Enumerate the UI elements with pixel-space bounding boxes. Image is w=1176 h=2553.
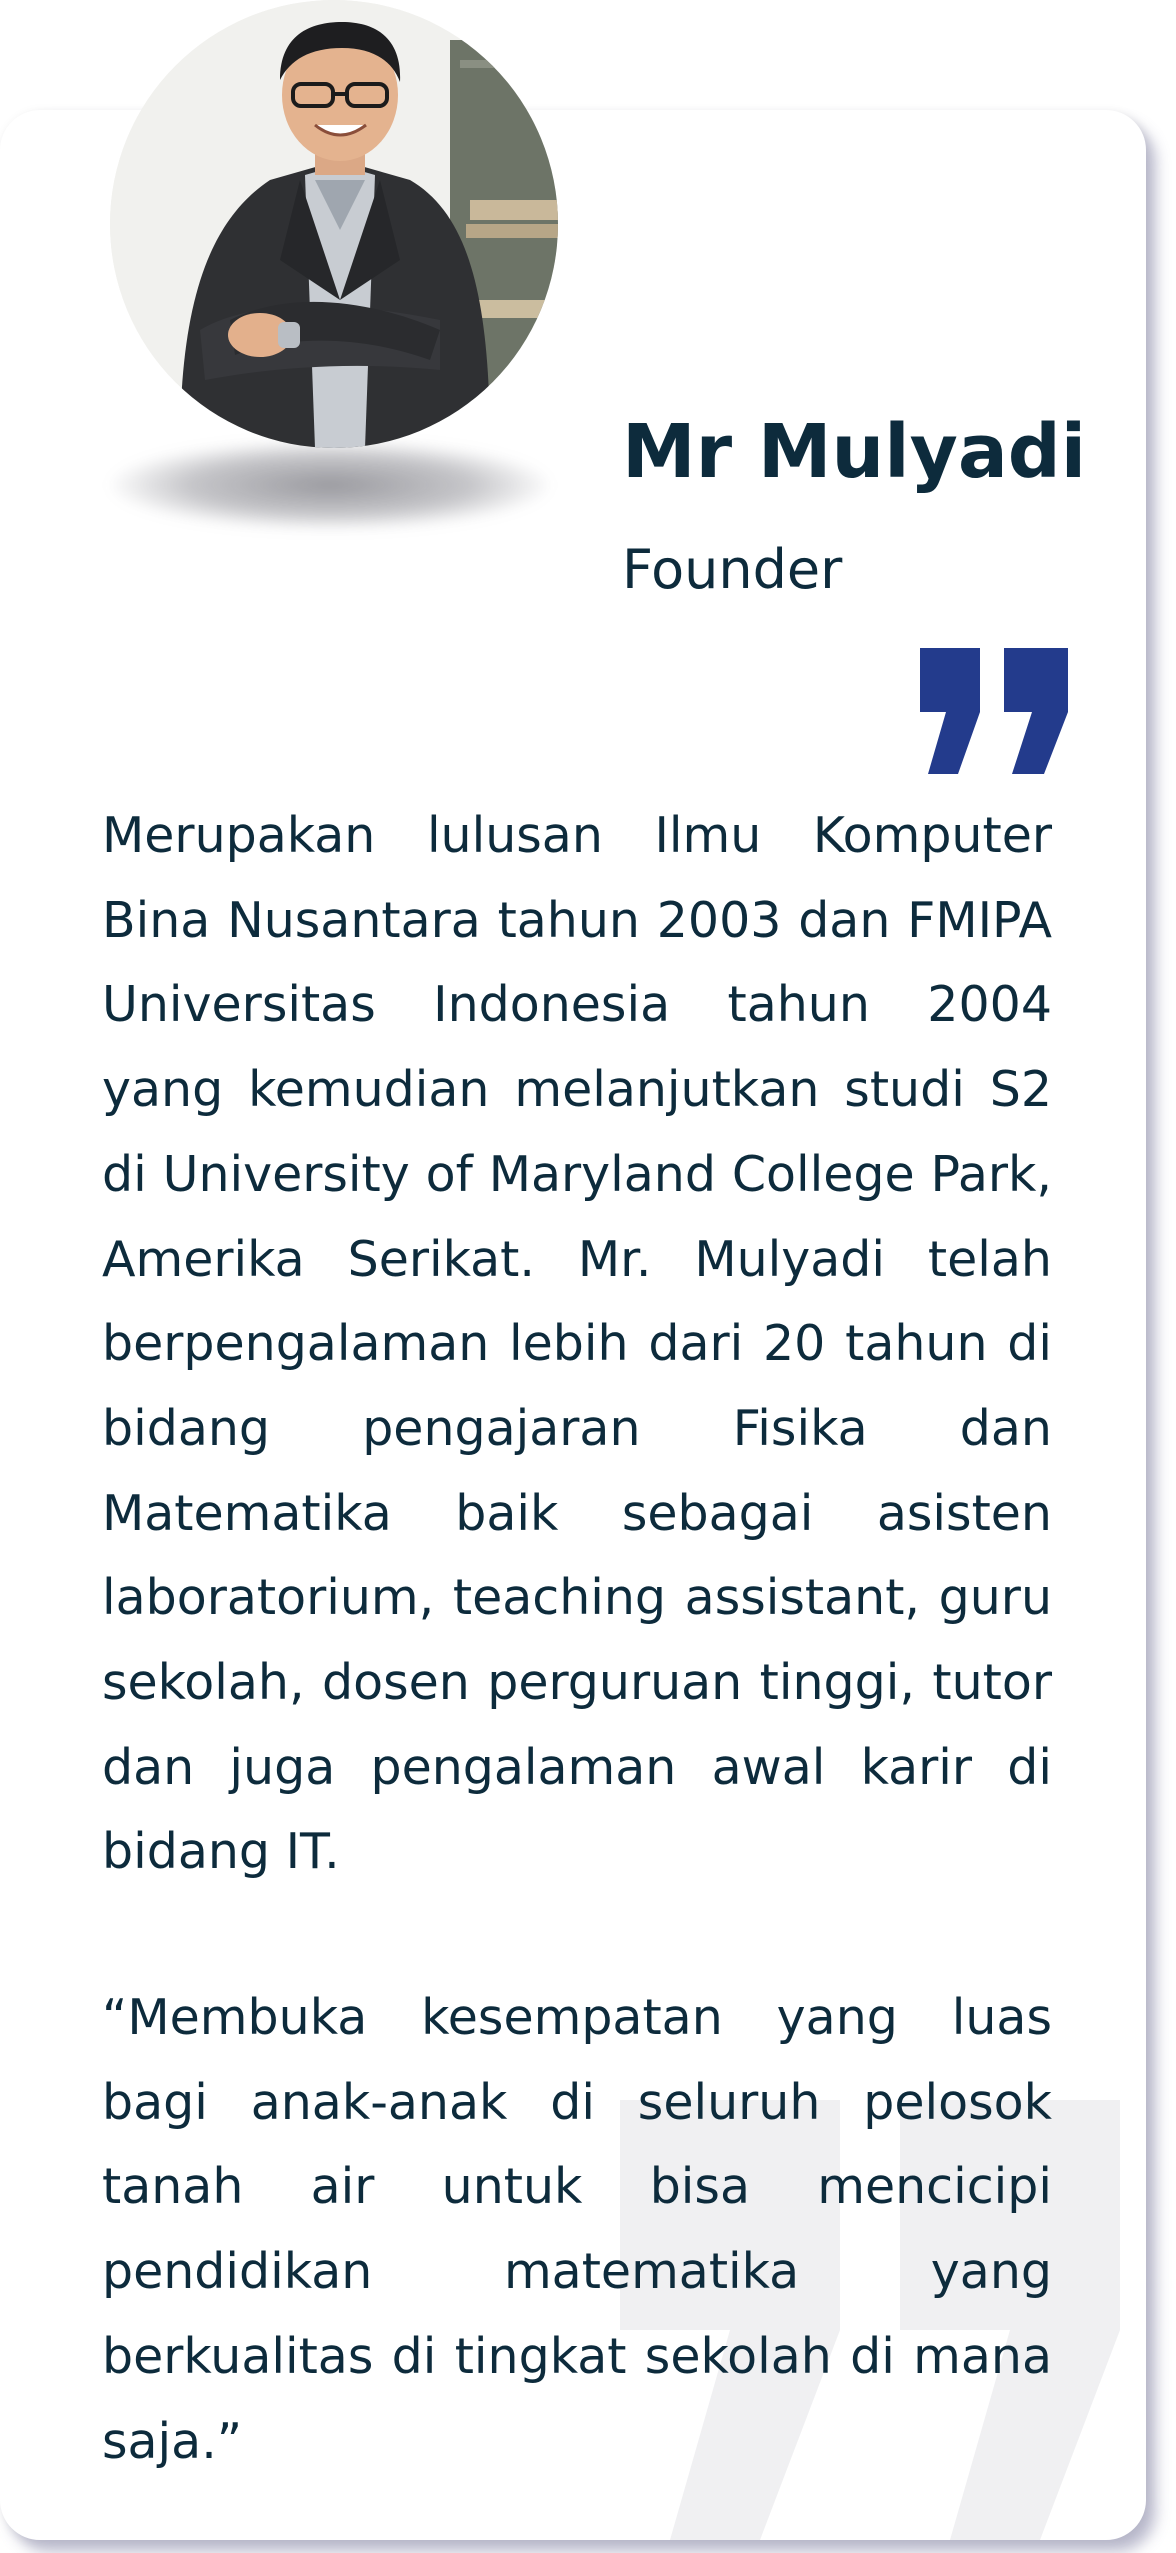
avatar-shadow bbox=[110, 440, 550, 530]
motto-quote: “Membuka kesempatan yang luas bagi anak-anak di seluruh pelosok tanah air untuk bisa mencicipi pendidikan matematika yang berkualitas di tingkat sekolah di mana saja.” bbox=[102, 1989, 1052, 2470]
person-name: Mr Mulyadi bbox=[622, 409, 1087, 495]
person-role: Founder bbox=[622, 538, 843, 601]
person-photo-icon bbox=[110, 0, 558, 448]
quote-icon bbox=[920, 648, 1068, 774]
bio-text: Merupakan lulusan Ilmu Komputer Bina Nusantara tahun 2003 dan FMIPA Universitas Indonesia tahun 2004 yang kemudian melanjutkan studi S2 di University of Maryland College Park, Amerika Serikat. Mr. Mulyadi telah berpengalaman lebih dari 20 tahun di bidang pengajaran Fisika dan Matematika baik sebagai asisten laboratorium, teaching assistant, guru sekolah, dosen perguruan tinggi, tutor dan juga pengalaman awal karir di bidang IT. bbox=[102, 807, 1052, 1881]
avatar bbox=[110, 0, 558, 448]
